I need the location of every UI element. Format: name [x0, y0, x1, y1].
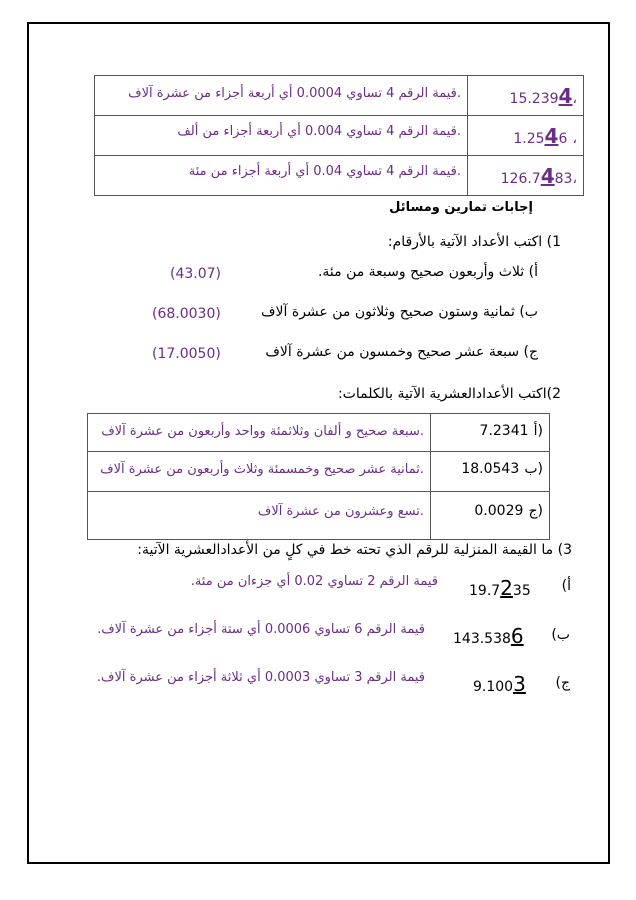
decimal-number: 1.2546 [513, 123, 568, 148]
q3-label-c: ج) [555, 675, 570, 691]
q3-label-a: أ) [561, 578, 571, 594]
place-value-text: قيمة الرقم 4 تساوي 0.04 أي أربعة أجزاء من مئة. [188, 164, 461, 179]
q1-answer-a: (43.07) [170, 266, 222, 282]
q2-table [87, 413, 550, 540]
section-title: إجابات تمارين ومسائل [389, 200, 533, 215]
question-1-title: 1) اكتب الأعداد الآتية بالأرقام: [387, 234, 561, 250]
question-2-title: 2)اكتب الأعدادالعشرية الآتية بالكلمات: [337, 386, 561, 402]
decimal-number: 18.0543 [461, 461, 520, 477]
decimal-number: 0.0029 [474, 503, 524, 519]
table-row: قيمة الرقم 4 تساوي 0.04 أي أربعة أجزاء من مئة. 126.7483، [95, 156, 584, 196]
decimal-number: 7.2341 [479, 423, 529, 439]
q3-number-b: 143.5386 [453, 624, 524, 648]
q1-answer-c: (17.0050) [152, 346, 221, 362]
decimal-number: 126.7483 [500, 163, 573, 188]
q1-item-b: ب) ثمانية وستون صحيح وثلاثون من عشرة آلاف [261, 304, 538, 320]
q3-label-b: ب) [551, 627, 570, 643]
question-3-title: 3) ما القيمة المنزلية للرقم الذي تحته خط في كلٍ من الأعدادالعشرية الآتية: [137, 542, 572, 558]
table-row: سبعة صحيح و ألفان وثلاثمئة وواحد وأربعون من عشرة آلاف. 7.2341 أ) [88, 414, 550, 452]
place-value-text: قيمة الرقم 4 تساوي 0.004 أي أربعة أجزاء من ألف. [177, 124, 461, 139]
table-row: قيمة الرقم 4 تساوي 0.004 أي أربعة أجزاء من ألف. 1.2546 ، [95, 116, 584, 156]
table-row: قيمة الرقم 4 تساوي 0.0004 أي أربعة أجزاء من عشرة آلاف. 15.2394، [95, 76, 584, 116]
words-answer: ثمانية عشر صحيح وخمسمئة وثلاث وأربعون من عشرة آلاف. [100, 462, 424, 477]
top-table [94, 75, 584, 196]
table-row: ثمانية عشر صحيح وخمسمئة وثلاث وأربعون من عشرة آلاف. 18.0543 ب) [88, 452, 550, 492]
q1-item-a: أ) ثلاث وأربعون صحيح وسبعة من مئة. [317, 264, 538, 280]
table-row: تسع وعشرون من عشرة آلاف. 0.0029 ج) [88, 492, 550, 540]
q3-number-a: 19.7235 [469, 576, 531, 600]
q3-number-c: 9.1003 [473, 672, 526, 696]
q3-answer-c: قيمة الرقم 3 تساوي 0.0003 أي ثلاثة أجزاء من عشرة آلاف. [96, 670, 425, 685]
words-answer: سبعة صحيح و ألفان وثلاثمئة وواحد وأربعون من عشرة آلاف. [101, 424, 424, 439]
q3-answer-b: قيمة الرقم 6 تساوي 0.0006 أي ستة أجزاء من عشرة آلاف. [97, 622, 425, 637]
words-answer: تسع وعشرون من عشرة آلاف. [257, 504, 424, 519]
decimal-number: 15.2394 [509, 83, 573, 108]
place-value-text: قيمة الرقم 4 تساوي 0.0004 أي أربعة أجزاء من عشرة آلاف. [128, 86, 461, 101]
q1-item-c: ج) سبعة عشر صحيح وخمسون من عشرة آلاف [265, 344, 538, 360]
q1-answer-b: (68.0030) [152, 306, 221, 322]
q3-answer-a: قيمة الرقم 2 تساوي 0.02 أي جزءان من مئة. [190, 574, 438, 589]
